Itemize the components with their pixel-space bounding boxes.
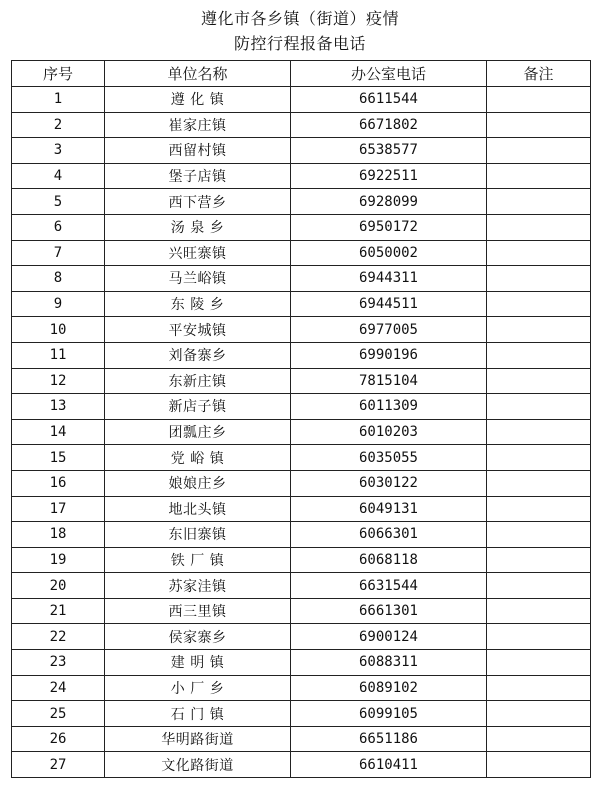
unit-name: 娘娘庄乡 — [105, 470, 291, 496]
office-phone: 6066301 — [291, 522, 487, 548]
row-index: 24 — [12, 675, 105, 701]
row-index: 27 — [12, 752, 105, 778]
unit-name: 团瓢庄乡 — [105, 419, 291, 445]
remarks — [487, 547, 591, 573]
remarks — [487, 189, 591, 215]
remarks — [487, 470, 591, 496]
remarks — [487, 726, 591, 752]
remarks — [487, 598, 591, 624]
office-phone: 6977005 — [291, 317, 487, 343]
row-index: 20 — [12, 573, 105, 599]
row-index: 10 — [12, 317, 105, 343]
table-row — [12, 419, 591, 445]
table-row — [12, 138, 591, 164]
unit-name: 刘备寨乡 — [105, 342, 291, 368]
remarks — [487, 394, 591, 420]
table-row — [12, 342, 591, 368]
table-row — [12, 266, 591, 292]
table-row — [12, 752, 591, 778]
row-index: 13 — [12, 394, 105, 420]
row-index: 22 — [12, 624, 105, 650]
remarks — [487, 701, 591, 727]
office-phone: 6088311 — [291, 650, 487, 676]
office-phone: 6068118 — [291, 547, 487, 573]
unit-name: 铁 厂 镇 — [105, 547, 291, 573]
table-row — [12, 573, 591, 599]
table-row — [12, 189, 591, 215]
unit-name: 东新庄镇 — [105, 368, 291, 394]
table-row — [12, 650, 591, 676]
row-index: 12 — [12, 368, 105, 394]
table-row — [12, 675, 591, 701]
office-phone: 6671802 — [291, 112, 487, 138]
table-row — [12, 317, 591, 343]
office-phone: 6631544 — [291, 573, 487, 599]
office-phone: 6661301 — [291, 598, 487, 624]
unit-name: 东 陵 乡 — [105, 291, 291, 317]
unit-name: 地北头镇 — [105, 496, 291, 522]
row-index: 15 — [12, 445, 105, 471]
unit-name: 石 门 镇 — [105, 701, 291, 727]
unit-name: 华明路街道 — [105, 726, 291, 752]
table-row — [12, 368, 591, 394]
row-index: 4 — [12, 163, 105, 189]
office-phone: 6611544 — [291, 87, 487, 113]
remarks — [487, 240, 591, 266]
remarks — [487, 342, 591, 368]
office-phone: 6030122 — [291, 470, 487, 496]
office-phone: 6944511 — [291, 291, 487, 317]
table-row — [12, 394, 591, 420]
remarks — [487, 163, 591, 189]
header-index: 序号 — [12, 61, 105, 87]
row-index: 7 — [12, 240, 105, 266]
remarks — [487, 624, 591, 650]
table-header-row — [12, 61, 591, 87]
office-phone: 6035055 — [291, 445, 487, 471]
table-row — [12, 547, 591, 573]
remarks — [487, 650, 591, 676]
remarks — [487, 445, 591, 471]
remarks — [487, 573, 591, 599]
remarks — [487, 138, 591, 164]
header-unit-name: 单位名称 — [105, 61, 291, 87]
office-phone: 6050002 — [291, 240, 487, 266]
unit-name: 西留村镇 — [105, 138, 291, 164]
remarks — [487, 368, 591, 394]
remarks — [487, 675, 591, 701]
unit-name: 兴旺寨镇 — [105, 240, 291, 266]
table-row — [12, 701, 591, 727]
row-index: 2 — [12, 112, 105, 138]
title-line-2: 防控行程报备电话 — [233, 34, 366, 53]
office-phone: 6089102 — [291, 675, 487, 701]
row-index: 26 — [12, 726, 105, 752]
row-index: 21 — [12, 598, 105, 624]
remarks — [487, 112, 591, 138]
unit-name: 苏家洼镇 — [105, 573, 291, 599]
office-phone: 7815104 — [291, 368, 487, 394]
header-office-phone: 办公室电话 — [291, 61, 487, 87]
row-index: 9 — [12, 291, 105, 317]
table-row — [12, 87, 591, 113]
row-index: 25 — [12, 701, 105, 727]
table-row — [12, 496, 591, 522]
unit-name: 小 厂 乡 — [105, 675, 291, 701]
table-body — [12, 87, 591, 778]
title-line-1: 遵化市各乡镇（街道）疫情 — [200, 9, 399, 28]
row-index: 3 — [12, 138, 105, 164]
row-index: 19 — [12, 547, 105, 573]
unit-name: 崔家庄镇 — [105, 112, 291, 138]
office-phone: 6049131 — [291, 496, 487, 522]
phone-table — [11, 60, 591, 778]
office-phone: 6944311 — [291, 266, 487, 292]
remarks — [487, 266, 591, 292]
table-row — [12, 445, 591, 471]
remarks — [487, 522, 591, 548]
remarks — [487, 214, 591, 240]
unit-name: 党 峪 镇 — [105, 445, 291, 471]
row-index: 18 — [12, 522, 105, 548]
office-phone: 6900124 — [291, 624, 487, 650]
remarks — [487, 317, 591, 343]
remarks — [487, 291, 591, 317]
unit-name: 平安城镇 — [105, 317, 291, 343]
remarks — [487, 496, 591, 522]
table-row — [12, 522, 591, 548]
row-index: 14 — [12, 419, 105, 445]
unit-name: 新店子镇 — [105, 394, 291, 420]
unit-name: 马兰峪镇 — [105, 266, 291, 292]
remarks — [487, 87, 591, 113]
office-phone: 6922511 — [291, 163, 487, 189]
row-index: 1 — [12, 87, 105, 113]
remarks — [487, 752, 591, 778]
unit-name: 西下营乡 — [105, 189, 291, 215]
table-row — [12, 214, 591, 240]
row-index: 11 — [12, 342, 105, 368]
row-index: 8 — [12, 266, 105, 292]
unit-name: 汤 泉 乡 — [105, 214, 291, 240]
remarks — [487, 419, 591, 445]
table-row — [12, 726, 591, 752]
office-phone: 6990196 — [291, 342, 487, 368]
office-phone: 6651186 — [291, 726, 487, 752]
office-phone: 6099105 — [291, 701, 487, 727]
table-row — [12, 624, 591, 650]
unit-name: 侯家寨乡 — [105, 624, 291, 650]
unit-name: 东旧寨镇 — [105, 522, 291, 548]
table-row — [12, 112, 591, 138]
table-row — [12, 240, 591, 266]
unit-name: 建 明 镇 — [105, 650, 291, 676]
office-phone: 6610411 — [291, 752, 487, 778]
office-phone: 6010203 — [291, 419, 487, 445]
unit-name: 遵 化 镇 — [105, 87, 291, 113]
row-index: 5 — [12, 189, 105, 215]
unit-name: 堡子店镇 — [105, 163, 291, 189]
table-row — [12, 291, 591, 317]
office-phone: 6928099 — [291, 189, 487, 215]
unit-name: 西三里镇 — [105, 598, 291, 624]
header-remarks: 备注 — [487, 61, 591, 87]
table-row — [12, 598, 591, 624]
table-row — [12, 470, 591, 496]
table-row — [12, 163, 591, 189]
row-index: 16 — [12, 470, 105, 496]
office-phone: 6950172 — [291, 214, 487, 240]
office-phone: 6011309 — [291, 394, 487, 420]
unit-name: 文化路街道 — [105, 752, 291, 778]
office-phone: 6538577 — [291, 138, 487, 164]
row-index: 6 — [12, 214, 105, 240]
document-title — [0, 0, 600, 55]
row-index: 23 — [12, 650, 105, 676]
row-index: 17 — [12, 496, 105, 522]
